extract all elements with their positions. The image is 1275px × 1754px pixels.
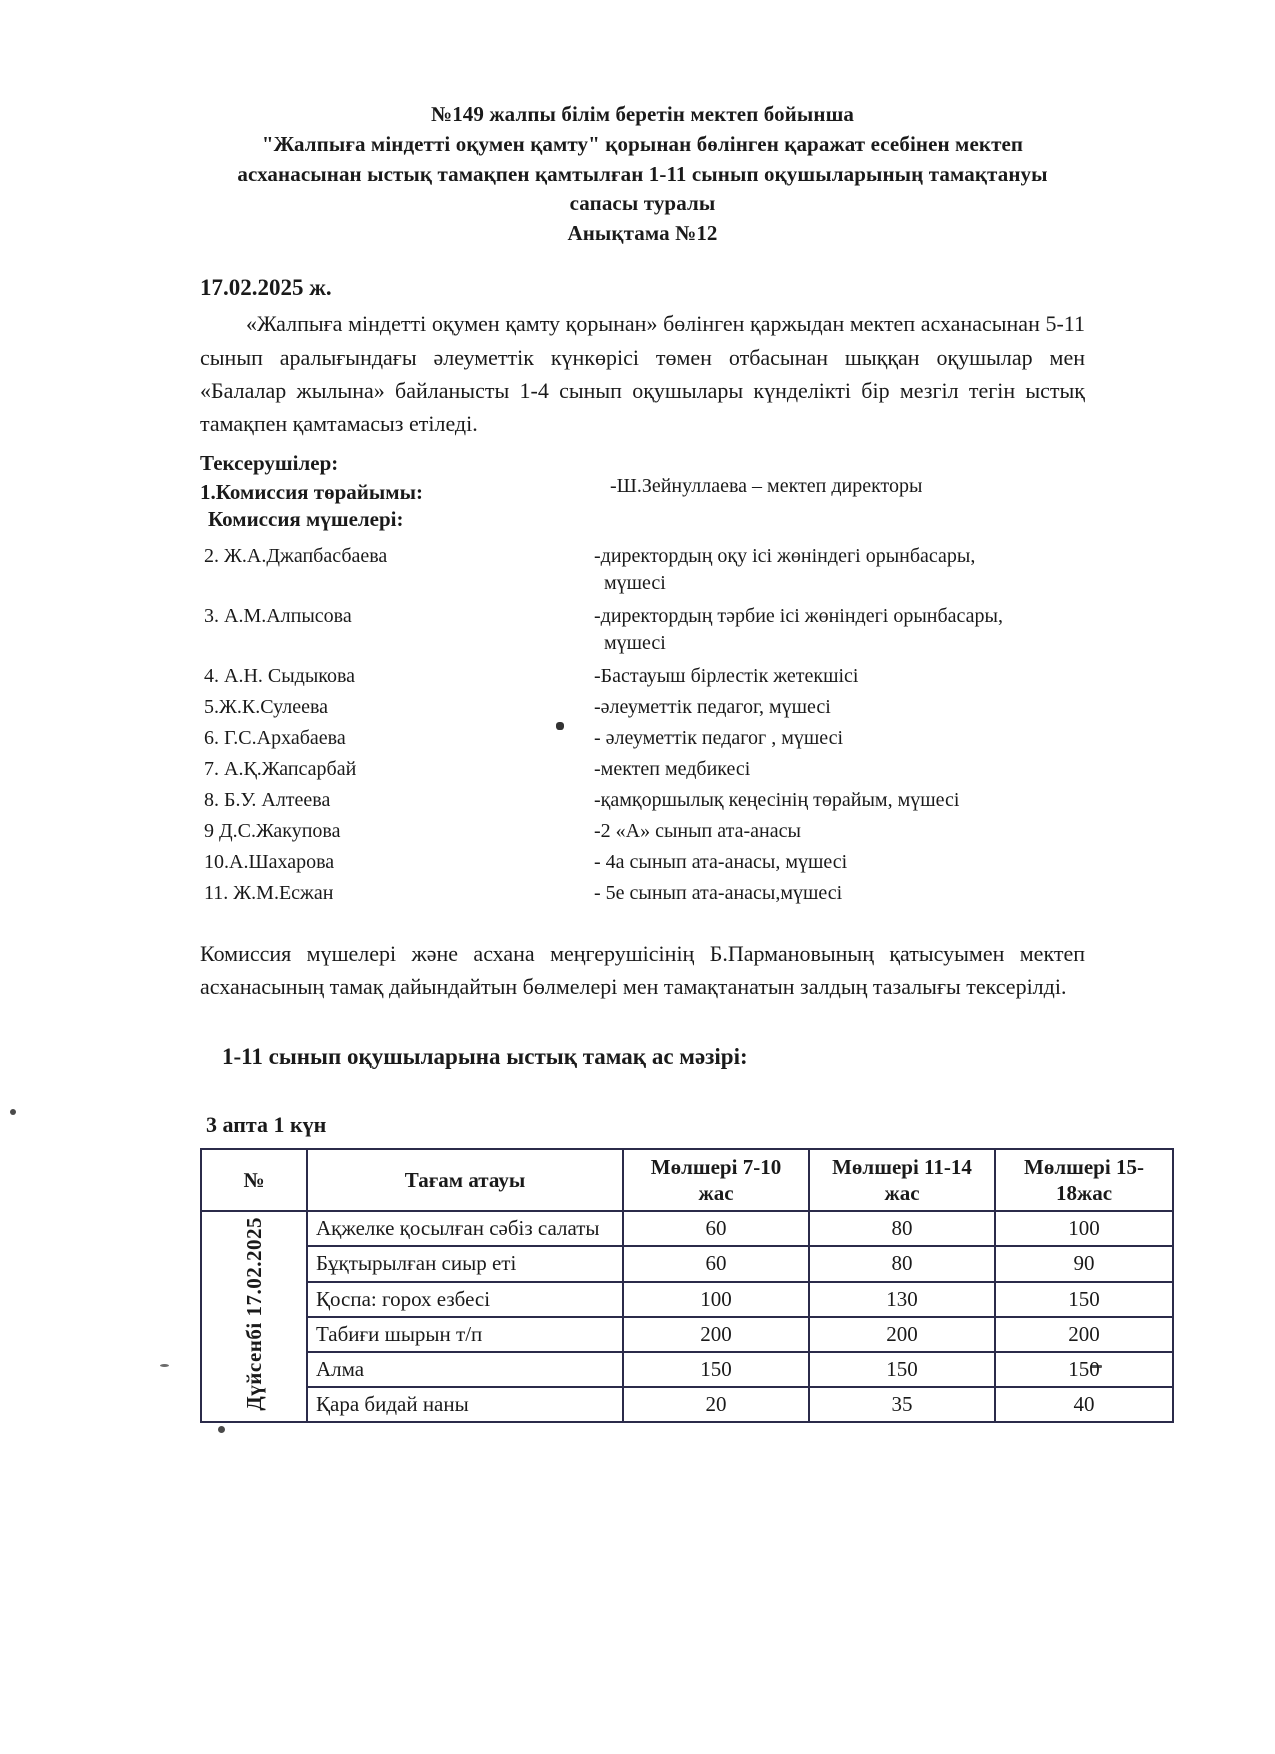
title-line-1: №149 жалпы білім беретін мектеп бойынша <box>431 102 854 126</box>
list-item <box>200 880 1085 907</box>
dish-name: Ақжелке қосылған сәбіз салаты <box>307 1211 623 1246</box>
column-header-number: № <box>201 1149 307 1212</box>
table-row <box>201 1246 1173 1281</box>
list-item <box>200 849 1085 876</box>
member-role: -әлеуметтік педагог, мүшесі <box>594 695 831 718</box>
portion-11-14: 35 <box>809 1387 995 1422</box>
list-item <box>200 756 1085 783</box>
member-role <box>594 543 1085 597</box>
member-name: 10.А.Шахарова <box>204 850 335 873</box>
list-item <box>200 663 1085 690</box>
member-role-line1: -директордың тәрбие ісі жөніндегі орынбасары, <box>594 604 1003 627</box>
member-role <box>594 603 1085 657</box>
list-item <box>200 694 1085 721</box>
member-role: - әлеуметтік педагог , мүшесі <box>594 726 844 749</box>
column-header-portion-7-10: Мөлшері 7-10 жас <box>623 1149 809 1212</box>
menu-section-title: 1-11 сынып оқушыларына ыстық тамақ ас мәзірі: <box>222 1043 748 1069</box>
member-name: 8. Б.У. Алтеева <box>204 788 331 811</box>
title-line-5: Анықтама №12 <box>567 221 718 246</box>
column-header-portion-15-18: Мөлшері 15-18жас <box>995 1149 1173 1212</box>
member-role: - 4а сынып ата-анасы, мүшесі <box>594 850 848 873</box>
member-name: 4. А.Н. Сыдыкова <box>204 664 356 687</box>
member-name: 5.Ж.К.Сулеева <box>204 695 329 718</box>
portion-11-14: 130 <box>809 1282 995 1317</box>
commission-chair-role: -Ш.Зейнуллаева – мектеп директоры <box>610 474 923 497</box>
document-date: 17.02.2025 ж. <box>200 275 332 301</box>
column-header-portion-11-14: Мөлшері 11-14 жас <box>809 1149 995 1212</box>
portion-15-18: 150 <box>995 1282 1173 1317</box>
commission-members-list <box>200 543 1085 907</box>
menu-table-head <box>201 1149 1173 1212</box>
member-name: 2. Ж.А.Джапбасбаева <box>204 544 388 567</box>
column-header-dish: Тағам атауы <box>307 1149 623 1212</box>
member-role: -мектеп медбикесі <box>594 757 751 780</box>
members-heading: Комиссия мүшелері: <box>208 506 404 531</box>
commission-chair-label: 1.Комиссия төрайымы: <box>200 479 423 504</box>
member-role-line1: -директордың оқу ісі жөніндегі орынбасары, <box>594 544 976 567</box>
member-name: 3. А.М.Алпысова <box>204 604 352 627</box>
table-row <box>201 1317 1173 1352</box>
day-cell <box>201 1211 307 1422</box>
portion-7-10: 100 <box>623 1282 809 1317</box>
table-row <box>201 1352 1173 1387</box>
member-role: -2 «А» сынып ата-анасы <box>594 819 801 842</box>
title-line-2: "Жалпыға міндетті оқумен қамту" қорынан бөлінген қаражат есебінен мектеп <box>261 131 1024 156</box>
day-label: Дүйсенбі 17.02.2025 <box>241 1216 266 1411</box>
dish-name: Қоспа: горох езбесі <box>307 1282 623 1317</box>
member-name: 9 Д.С.Жакупова <box>204 819 341 842</box>
portion-11-14: 200 <box>809 1317 995 1352</box>
table-row <box>201 1387 1173 1422</box>
document-content <box>200 100 1144 1423</box>
member-role-line2: мүшесі <box>604 631 666 654</box>
member-role-line2: мүшесі <box>604 571 666 594</box>
portion-7-10: 60 <box>623 1246 809 1281</box>
member-role: - 5е сынып ата-анасы,мүшесі <box>594 881 843 904</box>
member-name: 7. А.Қ.Жапсарбай <box>204 757 357 780</box>
member-name: 11. Ж.М.Есжан <box>204 881 334 904</box>
week-day-label: 3 апта 1 күн <box>206 1111 327 1137</box>
list-item <box>200 818 1085 845</box>
portion-15-18: 100 <box>995 1211 1173 1246</box>
portion-7-10: 20 <box>623 1387 809 1422</box>
inspection-paragraph: Комиссия мүшелері және асхана меңгерушісінің Б.Пармановының қатысуымен мектеп асханасының тамақ дайындайтын бөлмелері мен тамақтанатын залдың тазалығы тексерілді. <box>200 940 1085 1000</box>
member-role: -қамқоршылық кеңесінің төрайым, мүшесі <box>594 788 960 811</box>
portion-7-10: 60 <box>623 1211 809 1246</box>
dish-name: Алма <box>307 1352 623 1387</box>
portion-15-18: 200 <box>995 1317 1173 1352</box>
dish-name: Бұқтырылған сиыр еті <box>307 1246 623 1281</box>
scan-speck <box>160 1364 169 1367</box>
table-header-row <box>201 1149 1173 1212</box>
table-row <box>201 1211 1173 1246</box>
table-row <box>201 1282 1173 1317</box>
title-line-3: асханасынан ыстық тамақпен қамтылған 1-11 сынып оқушыларының тамақтануы <box>237 161 1048 186</box>
menu-table <box>200 1148 1174 1424</box>
document-title <box>200 100 1085 249</box>
scan-speck <box>218 1426 225 1433</box>
dish-name: Қара бидай наны <box>307 1387 623 1422</box>
portion-11-14: 80 <box>809 1211 995 1246</box>
menu-table-body <box>201 1211 1173 1422</box>
portion-15-18: 150 <box>995 1352 1173 1387</box>
list-item <box>200 725 1085 752</box>
portion-15-18: 40 <box>995 1387 1173 1422</box>
portion-11-14: 150 <box>809 1352 995 1387</box>
inspectors-heading: Тексерушілер: <box>200 450 339 475</box>
list-item <box>200 543 1085 599</box>
dish-name: Табиғи шырын т/п <box>307 1317 623 1352</box>
title-line-4: сапасы туралы <box>569 191 716 216</box>
member-role: -Бастауыш бірлестік жетекшісі <box>594 664 859 687</box>
list-item <box>200 787 1085 814</box>
intro-paragraph: «Жалпыға міндетті оқумен қамту қорынан» бөлінген қаржыдан мектеп асханасынан 5-11 сынып аралығындағы әлеуметтік күнкөрісі төмен отбасынан шыққан оқушылар мен «Балалар жылына» байланысты 1-4 сынып оқушылары күнделікті бір мезгіл тегін ыстық тамақпен қамтамасыз етіледі. <box>200 311 1085 437</box>
portion-15-18: 90 <box>995 1246 1173 1281</box>
portion-7-10: 150 <box>623 1352 809 1387</box>
list-item <box>200 603 1085 659</box>
scan-speck <box>10 1109 16 1115</box>
portion-7-10: 200 <box>623 1317 809 1352</box>
portion-11-14: 80 <box>809 1246 995 1281</box>
member-name: 6. Г.С.Архабаева <box>204 726 346 749</box>
